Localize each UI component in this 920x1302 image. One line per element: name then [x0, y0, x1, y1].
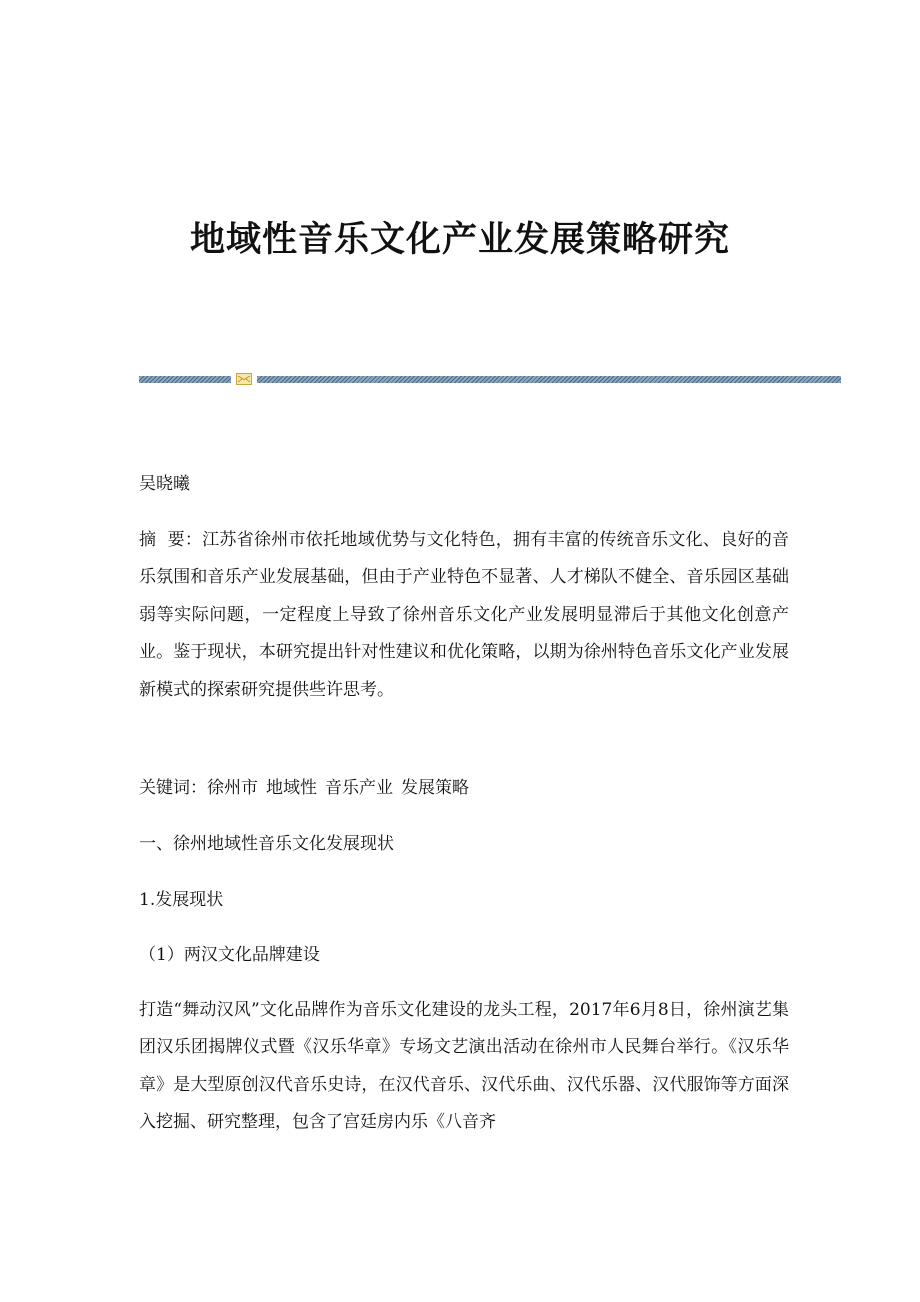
body-paragraph: 打造“舞动汉风”文化品牌作为音乐文化建设的龙头工程，2017年6月8日，徐州演艺集团汉乐团揭牌仪式暨《汉乐华章》专场文艺演出活动在徐州市人民舞台举行。《汉乐华章》是大型原创汉代音乐史诗，在汉代音乐、汉代乐曲、汉代乐器、汉代服饰等方面深入挖掘、研究整理，包含了宫廷房内乐《八音齐: [139, 1000, 789, 1133]
divider-ornament-icon: [236, 373, 252, 385]
abstract-label: 摘 要：: [139, 530, 203, 550]
keyword-item: 地域性: [266, 778, 317, 798]
keyword-item: 音乐产业: [325, 778, 393, 798]
abstract: [139, 522, 789, 709]
keyword-item: 发展策略: [401, 778, 469, 798]
document-title: 地域性音乐文化产业发展策略研究: [189, 220, 730, 260]
keyword-item: 徐州市: [207, 778, 258, 798]
abstract-text: 江苏省徐州市依托地域优势与文化特色，拥有丰富的传统音乐文化、良好的音乐氛围和音乐产业发展基础，但由于产业特色不显著、人才梯队不健全、音乐园区基础弱等实际问题，一定程度上导致了徐州音乐文化产业发展明显滞后于其他文化创意产业。鉴于现状，本研究提出针对性建议和优化策略，以期为徐州特色音乐文化产业发展新模式的探索研究提供些许思考。: [139, 530, 790, 700]
keywords-label: 关键词：: [139, 778, 207, 798]
author-name: 吴晓曦: [139, 474, 190, 494]
keywords: [139, 774, 789, 802]
divider-bar-left: [139, 376, 231, 383]
subsection-heading: 1.发展现状: [139, 890, 224, 910]
title-divider: [139, 373, 841, 385]
section-heading-1: 一、徐州地域性音乐文化发展现状: [139, 834, 394, 854]
subsubsection-heading: （1）两汉文化品牌建设: [139, 945, 320, 965]
divider-bar-right: [257, 376, 841, 383]
